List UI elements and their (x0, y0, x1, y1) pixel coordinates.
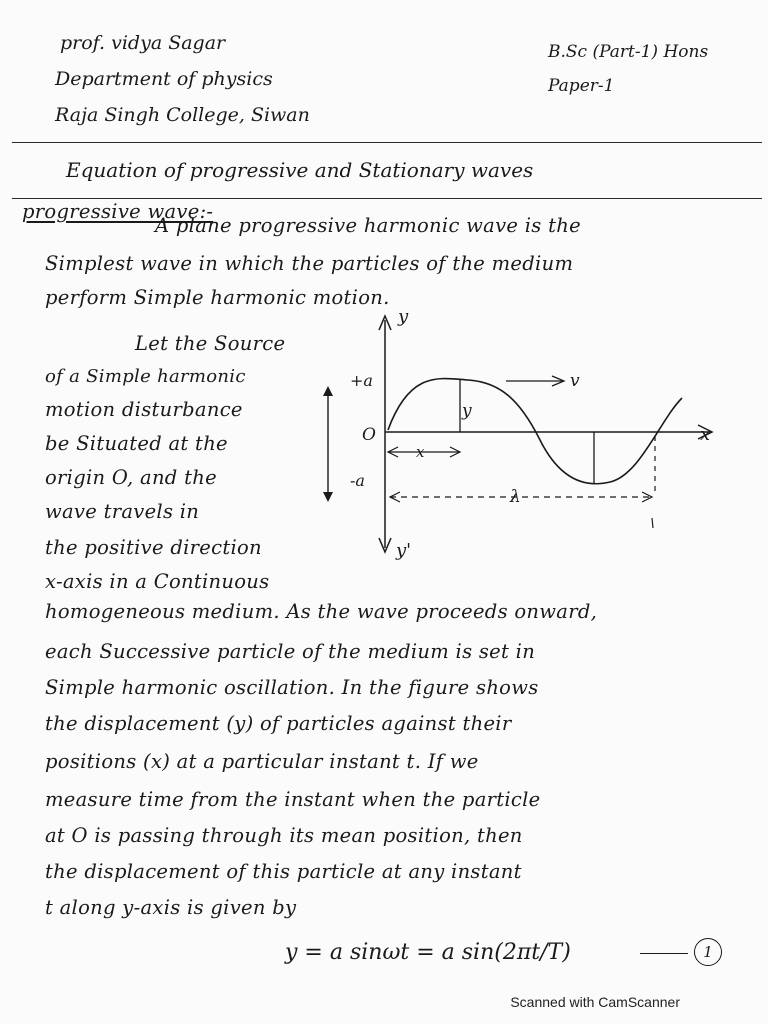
scanner-watermark: Scanned with CamScanner (510, 994, 680, 1010)
intro-line-3: perform Simple harmonic motion. (45, 286, 390, 309)
y-axis-label: y (398, 306, 409, 327)
body-line-6: measure time from the instant when the particle (45, 788, 541, 811)
side-text-line-6: wave travels in (45, 500, 200, 523)
side-text-line-2: of a Simple harmonic (45, 366, 246, 387)
side-text-line-4: be Situated at the (45, 432, 228, 455)
body-line-7: at O is passing through its mean position, then (45, 824, 523, 847)
x-distance-label: x (416, 443, 425, 461)
wave-equation: y = a sinωt = a sin(2πt/T) (285, 940, 571, 965)
college-name: Raja Singh College, Siwan (55, 104, 310, 126)
paper-label: Paper-1 (548, 76, 615, 96)
side-text-line-3: motion disturbance (45, 398, 243, 421)
x-axis-label: x (700, 424, 711, 445)
plus-a-label: +a (350, 371, 373, 390)
body-line-1: homogeneous medium. As the wave proceeds onward, (45, 600, 598, 623)
amplitude-arrow-down (323, 492, 333, 502)
equation-dash (640, 953, 688, 954)
side-text-line-1: Let the Source (135, 332, 286, 355)
page-title: Equation of progressive and Stationary waves (66, 158, 534, 182)
body-line-2: each Successive particle of the medium is set in (45, 640, 536, 663)
intro-line-1: A plane progressive harmonic wave is the (155, 214, 581, 237)
wave-curve (388, 379, 682, 484)
department-name: Department of physics (55, 68, 273, 90)
wavelength-label: λ (510, 487, 521, 507)
body-line-5: positions (x) at a particular instant t. If we (45, 750, 479, 773)
body-line-9: t along y-axis is given by (45, 896, 297, 919)
side-text-line-8: x-axis in a Continuous (45, 570, 270, 593)
body-line-3: Simple harmonic oscillation. In the figure shows (45, 676, 539, 699)
author-name: prof. vidya Sagar (60, 32, 226, 54)
course-label: B.Sc (Part-1) Hons (548, 42, 709, 62)
velocity-label: v (570, 371, 580, 391)
equation-number: 1 (694, 938, 722, 966)
side-text-line-7: the positive direction (45, 536, 262, 559)
y-prime-axis-label: y' (396, 540, 412, 561)
origin-label: O (362, 425, 376, 445)
displacement-label: y (462, 401, 472, 421)
intro-line-2: Simplest wave in which the particles of the medium (45, 252, 574, 275)
body-line-4: the displacement (y) of particles against their (45, 712, 512, 735)
minus-a-label: -a (350, 471, 365, 490)
section-heading: progressive wave:- (22, 200, 214, 223)
amplitude-arrow-up (323, 386, 333, 396)
side-text-line-5: origin O, and the (45, 466, 217, 489)
body-line-8: the displacement of this particle at any instant (45, 860, 522, 883)
